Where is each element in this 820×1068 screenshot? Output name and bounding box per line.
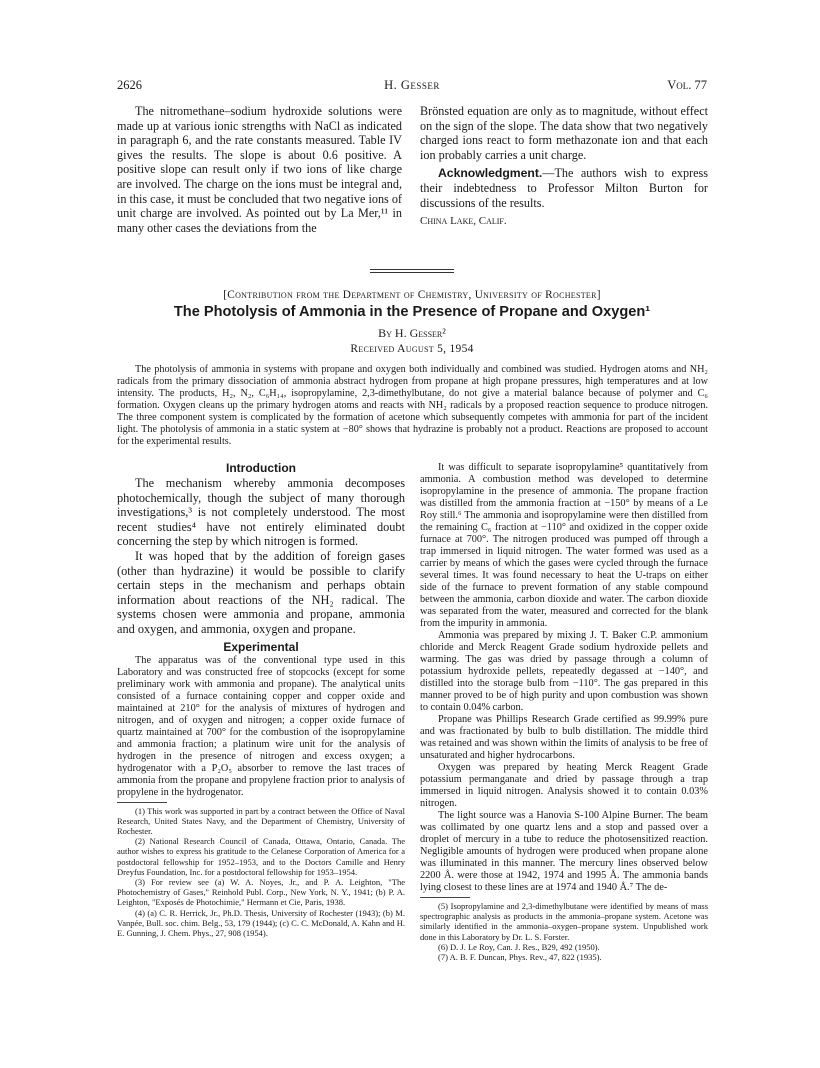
footnote: (6) D. J. Le Roy, Can. J. Res., B29, 492 (1950). bbox=[438, 941, 600, 952]
footnote-rule-right bbox=[420, 897, 470, 898]
acknowledgment-heading: Acknowledgment. bbox=[438, 166, 543, 181]
introduction-heading: Introduction bbox=[226, 461, 296, 475]
footnote: (1) This work was supported in part by a contract between the Office of Naval Research, United States Navy, and the Department of Chemistry, University of Rochester. bbox=[117, 805, 405, 836]
body-paragraph: It was difficult to separate isopropylamine⁵ quantitatively from ammonia. A combustion method was developed to determine isopropylamine in the presence of ammonia. The propane fraction was distilled from the ammonia fraction at −150° by means of a Le Roy still.⁶ The ammonia and isopropylamine were then distilled from the remaining C₆ fraction at −110° and oxidized in the copper oxide furnace at 700°. The nitrogen produced was pumped off through a trap immersed in liquid nitrogen. The water formed was used as a carrier by means of which the gases were cycled through the furnace several times. It was found necessary to heat the U-traps on either side of the furnace to prevent formation of any stable compound between the ammonia, carbon dioxide and water. The carbon dioxide was separated from the water, measured and corrected for the blank from the impurity in ammonia. bbox=[420, 462, 708, 629]
byline: By H. Gesser² bbox=[378, 326, 446, 340]
footnote: (2) National Research Council of Canada, Ottawa, Ontario, Canada. The author wishes to express his gratitude to the Celanese Corporation of America for a postdoctoral fellowship for 1952–1953, and to the Doctors Camille and Henry Dreyfus Foundation, Inc. for a postdoctoral fellowship for 1953–1954. bbox=[117, 836, 405, 877]
contribution-line: [Contribution from the Department of Chemistry, University of Rochester] bbox=[223, 289, 601, 301]
article-separator-rule-2 bbox=[370, 272, 454, 273]
article-separator-rule bbox=[370, 269, 454, 270]
previous-left-paragraph: The nitromethane–sodium hydroxide solutions were made up at various ionic strengths with NaCl as indicated in paragraph 6, and the rate constants measured. Table IV gives the results. The slope is about 0.6 positive. A positive slope can result only if two ions of like charge are involved. The charge on the ions must be integral and, in this case, it must be concluded that two negative ions of unit charge are involved. As pointed out by La Mer,¹¹ in many other cases the deviations from the bbox=[117, 104, 402, 235]
previous-article-left-column bbox=[117, 104, 402, 235]
article-title: The Photolysis of Ammonia in the Presence of Propane and Oxygen¹ bbox=[173, 304, 651, 320]
footnote: (3) For review see (a) W. A. Noyes, Jr., and P. A. Leighton, "The Photochemistry of Gases," Reinhold Publ. Corp., New York, N. Y., 1941; (b) P. A. Leighton, "Exposés de Photochimie," Hermann et Cie, Paris, 1938. bbox=[117, 876, 405, 908]
footnote: (5) Isopropylamine and 2,3-dimethylbutane were identified by means of mass spectrographic analysis as products in the ammonia–propane system. Acetone was similarly identified in the ammonia–oxygen–propane system. Unpublished work done in this Laboratory by Dr. L. S. Forster. bbox=[420, 901, 708, 942]
previous-article-right-column bbox=[420, 104, 708, 229]
main-right-column bbox=[420, 462, 708, 962]
location-label: China Lake, Calif. bbox=[420, 215, 507, 228]
footnote: (7) A. B. F. Duncan, Phys. Rev., 47, 822 (1935). bbox=[438, 952, 602, 963]
footnote-rule-left bbox=[117, 802, 167, 803]
received-date: Received August 5, 1954 bbox=[350, 343, 474, 355]
volume-label: Vol. 77 bbox=[667, 78, 707, 92]
body-paragraph: The light source was a Hanovia S-100 Alpine Burner. The beam was collimated by one quartz lens and a stop and passed over a droplet of mercury in a tube to reduce the photosensitized reaction. Negligible amounts of hydrogen were produced when propane alone was illuminated in this manner. The mercury lines observed below 2200 Å. were those at 1942, 1974 and 1995 Å. The ammonia bands lying closest to these lines are at 1974 and 1940 Å.⁷ The de- bbox=[420, 810, 708, 893]
footnote: (4) (a) C. R. Herrick, Jr., Ph.D. Thesis, University of Rochester (1943); (b) M. Vanpée, Bull. soc. chim. Belg., 53, 179 (1944); (c) C. C. McDonald, A. Kahn and H. E. Gunning, J. Chem. Phys., 27, 908 (1954). bbox=[117, 907, 405, 938]
page-number: 2626 bbox=[117, 78, 142, 92]
main-left-column bbox=[117, 460, 405, 938]
experimental-heading: Experimental bbox=[223, 639, 299, 654]
body-paragraph: Propane was Phillips Research Grade certified as 99.99% pure and was fractionated by bulb to bulb distillation. The middle third was retained and was shown within the limits of analysis to be free of unsaturated and higher hydrocarbons. bbox=[420, 714, 708, 761]
body-paragraph: Oxygen was prepared by heating Merck Reagent Grade potassium permanganate and dried by passage through a trap immersed in liquid nitrogen. Analysis showed it to contain 0.03% nitrogen. bbox=[420, 762, 708, 809]
running-header bbox=[117, 78, 707, 94]
previous-right-paragraph: Brönsted equation are only as to magnitude, without effect on the sign of the slope. The data show that two negatively charged ions react to form methazonate ion and that each ion probably carries a unit charge. bbox=[420, 104, 708, 162]
body-paragraph: Ammonia was prepared by mixing J. T. Baker C.P. ammonium chloride and Merck Reagent Grade sodium hydroxide pellets and warming. The gas was dried by passage through a column of potassium hydroxide pellets, repeatedly degassed at −140°, and distilled into the storage bulb from −110°. The gas prepared in this manner proved to be of high purity and upon combustion was shown to contain 0.04% carbon. bbox=[420, 630, 708, 713]
experimental-paragraph-1: The apparatus was of the conventional type used in this Laboratory and was constructed free of stopcocks (except for some preliminary work with ammonia and propane). The analytical units consisted of a furnace containing copper and copper oxide and maintained at 210° for the analysis of mixtures of hydrogen and nitrogen, and of oxygen and nitrogen; a copper oxide furnace of quartz maintained at 700° for the combustion of the isopropylamine and ammonia fraction; a platinum wire unit for the analysis of hydrogen in the presence of nitrogen and excess oxygen; a hydrogenator with a P₂O₅ absorber to remove the last traces of ammonia from the propane and propylene fraction prior to analysis of propylene in the hydrogenator. bbox=[117, 654, 405, 798]
footnotes-right bbox=[420, 901, 708, 962]
footnotes-left bbox=[117, 806, 405, 939]
abstract: The photolysis of ammonia in systems with propane and oxygen both individually and combined was studied. Hydrogen atoms and NH₂ radicals from the primary dissociation of ammonia abstract hydrogen from propane at high propane pressures, high temperatures and at low intensity. The products, H₂, N₂, C₆H₁₄, isopropylamine, 2,3-dimethylbutane, do not give a material balance because of polymer and C₆ formation. Oxygen cleans up the primary hydrogen atoms and reacts with NH₂ radicals by a proposed reaction sequence to produce nitrogen. The three component system is complicated by the formation of acetone which subsequently competes with ammonia for part of the incident light. The photolysis of ammonia in a static system at −80° shows that hydrazine is probably not a product. Reactions are proposed to account for the experimental results. bbox=[117, 364, 708, 447]
introduction-paragraph-1: The mechanism whereby ammonia decomposes photochemically, though the subject of many thorough investigations,³ is not completely understood. The most recent studies⁴ have not entirely eliminated doubt concerning the step by which nitrogen is formed. bbox=[117, 476, 405, 549]
running-author: H. Gesser bbox=[384, 78, 440, 92]
introduction-paragraph-2: It was hoped that by the addition of foreign gases (other than hydrazine) it would be possible to clarify certain steps in the mechanism and perhaps obtain information about reactions of the NH₂ radical. The systems chosen were ammonia and propane, ammonia and oxygen, and ammonia, oxygen and propane. bbox=[117, 548, 405, 636]
acknowledgment-paragraph bbox=[420, 166, 708, 210]
acknowledgment-body: —The authors wish to express their indebtedness to Professor Milton Burton for discussions of the results. bbox=[420, 166, 708, 210]
